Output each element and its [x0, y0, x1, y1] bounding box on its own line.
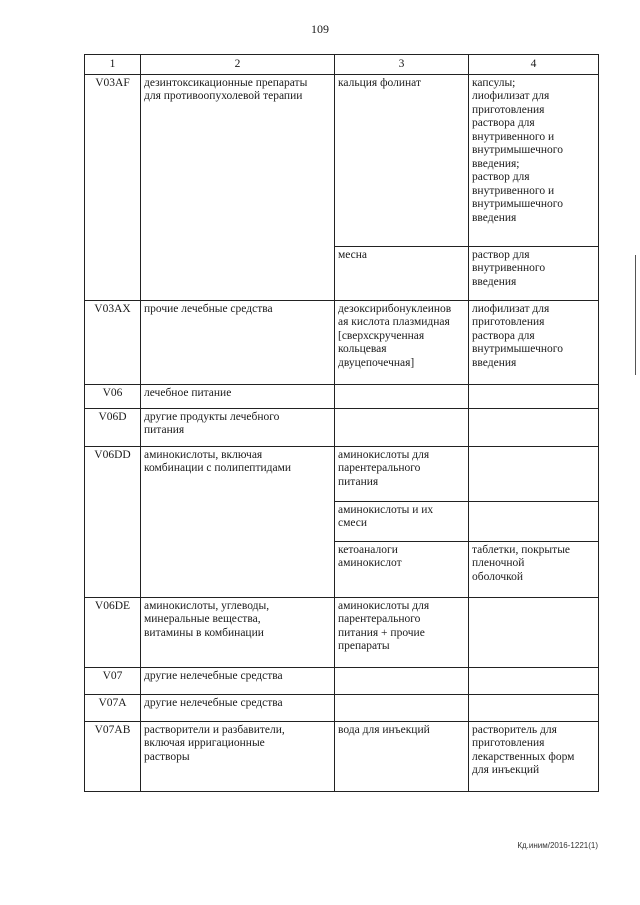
document-reference: Кд.иним/2016-1221(1) — [517, 841, 598, 850]
drug-cell: аминокислоты для парентерального питания + прочие препараты — [335, 597, 469, 667]
atc-code-cell: V07 — [85, 667, 141, 694]
drug-cell — [335, 384, 469, 408]
atc-code-cell: V06DE — [85, 597, 141, 667]
group-cell: прочие лечебные средства — [141, 300, 335, 384]
group-cell: аминокислоты, углеводы, минеральные вещества, витамины в комбинации — [141, 597, 335, 667]
drug-cell: дезоксирибонуклеинов ая кислота плазмидная [сверхскрученная кольцевая двуцепочечная] — [335, 300, 469, 384]
table-row — [85, 384, 599, 408]
scan-edge-line — [635, 255, 636, 375]
dosage-form-cell — [469, 384, 599, 408]
dosage-form-cell: раствор для внутривенного введения — [469, 246, 599, 300]
group-cell: аминокислоты, включая комбинации с полипептидами — [141, 446, 335, 597]
dosage-form-cell — [469, 667, 599, 694]
table-row — [85, 446, 599, 501]
drug-cell — [335, 667, 469, 694]
atc-code-cell: V03AX — [85, 300, 141, 384]
atc-code-cell: V06DD — [85, 446, 141, 597]
drug-cell: аминокислоты для парентерального питания — [335, 446, 469, 501]
drug-cell: кальция фолинат — [335, 74, 469, 246]
drug-cell — [335, 408, 469, 446]
dosage-form-cell: капсулы; лиофилизат для приготовления раствора для внутривенного и внутримышечного введения; раствор для внутривенного и внутримышечного введения — [469, 74, 599, 246]
drug-cell: кетоаналоги аминокислот — [335, 541, 469, 597]
drug-classification-table — [84, 54, 599, 792]
column-header-1: 1 — [85, 55, 141, 75]
table-row — [85, 694, 599, 721]
table-row — [85, 721, 599, 791]
group-cell: другие нелечебные средства — [141, 667, 335, 694]
atc-code-cell: V06 — [85, 384, 141, 408]
dosage-form-cell: растворитель для приготовления лекарственных форм для инъекций — [469, 721, 599, 791]
table-row — [85, 300, 599, 384]
dosage-form-cell — [469, 408, 599, 446]
dosage-form-cell: таблетки, покрытые пленочной оболочкой — [469, 541, 599, 597]
column-header-2: 2 — [141, 55, 335, 75]
group-cell: растворители и разбавители, включая ирригационные растворы — [141, 721, 335, 791]
group-cell: дезинтоксикационные препараты для противоопухолевой терапии — [141, 74, 335, 300]
column-header-4: 4 — [469, 55, 599, 75]
table-header-row — [85, 55, 599, 75]
table-row — [85, 597, 599, 667]
group-cell: лечебное питание — [141, 384, 335, 408]
drug-cell: вода для инъекций — [335, 721, 469, 791]
table-row — [85, 408, 599, 446]
atc-code-cell: V03AF — [85, 74, 141, 300]
dosage-form-cell — [469, 446, 599, 501]
group-cell: другие нелечебные средства — [141, 694, 335, 721]
drug-cell — [335, 694, 469, 721]
dosage-form-cell — [469, 694, 599, 721]
table-row — [85, 667, 599, 694]
atc-code-cell: V07AB — [85, 721, 141, 791]
table-row — [85, 74, 599, 246]
column-header-3: 3 — [335, 55, 469, 75]
page-number: 109 — [311, 22, 329, 36]
drug-cell: месна — [335, 246, 469, 300]
dosage-form-cell — [469, 501, 599, 541]
group-cell: другие продукты лечебного питания — [141, 408, 335, 446]
dosage-form-cell — [469, 597, 599, 667]
dosage-form-cell: лиофилизат для приготовления раствора для внутримышечного введения — [469, 300, 599, 384]
atc-code-cell: V06D — [85, 408, 141, 446]
atc-code-cell: V07A — [85, 694, 141, 721]
drug-cell: аминокислоты и их смеси — [335, 501, 469, 541]
